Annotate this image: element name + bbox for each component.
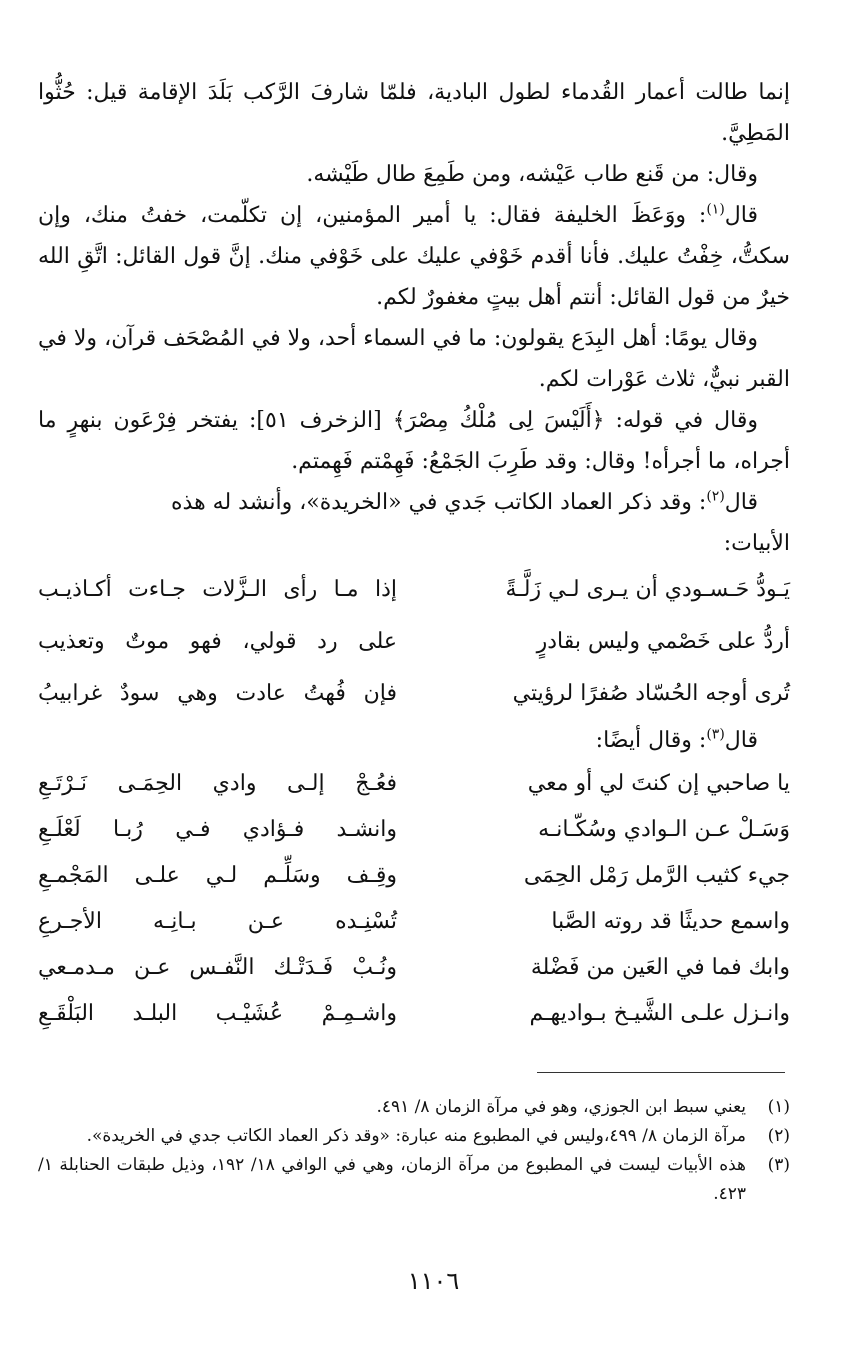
poem-1 xyxy=(38,564,790,720)
verse-first-hemistich: وَسَـلْ عـن الـوادي وسُكّـانـه xyxy=(538,817,790,842)
qala-word: قال xyxy=(724,490,758,515)
verse-first-hemistich: يَـودُّ حَـسـودي أن يـرى لـي زَلَّـةً xyxy=(505,577,790,602)
footnote-text: هذه الأبيات ليست في المطبوع من مرآة الزمان، وهي في الوافي ١٨/ ١٩٢، وذيل طبقات الحنابلة ١/ ٤٢٣. xyxy=(38,1155,746,1204)
main-text xyxy=(38,72,790,1037)
footnote-text: مرآة الزمان ٨/ ٤٩٩،وليس في المطبوع منه عبارة: «وقد ذكر العماد الكاتب جدي في الخريدة». xyxy=(86,1126,746,1146)
page-number: ١١٠٦ xyxy=(407,1267,460,1295)
paragraph-3-text: : ووَعَظَ الخليفة فقال: يا أمير المؤمنين، إن تكلّمت، خفتُ منك، وإن سكتُّ، خِفْتُ عليك. فأنا أقدم خَوْفي عليك على خَوْفي منك. إنَّ قول القائل: اتَّقِ الله خيرٌ من قول القائل: أنتم أهل بيتٍ مغفورٌ لكم. xyxy=(38,203,790,310)
footnote-2 xyxy=(38,1122,790,1151)
footnote-number: (٢) xyxy=(767,1126,790,1146)
verse-second-hemistich: إذا مـا رأى الـزَّلات جـاءت أكـاذيـب xyxy=(38,577,397,602)
paragraph-5: وقال في قوله: ﴿أَلَيْسَ لِى مُلْكُ مِصْرَ﴾ [الزخرف ٥١]: يفتخر فِرْعَون بنهرٍ ما أجراه، ما أجرأه! وقال: وقد طَرِبَ الجَمْعُ: فَهِمْتم فَهِمتم. xyxy=(38,408,790,474)
verse-first-hemistich: وانـزل علـى الشَّيـخ بـواديهـم xyxy=(529,1001,790,1026)
verse-second-hemistich: وانشـد فـؤادي فـي رُبـا لَعْلَـعِ xyxy=(38,817,397,842)
qala-word: قال xyxy=(724,728,758,753)
verse-first-hemistich: يا صاحبي إن كنتَ لي أو معي xyxy=(527,771,790,796)
poem-2 xyxy=(38,761,790,1037)
footnote-ref-2[interactable]: (٢) xyxy=(706,488,725,505)
verse-second-hemistich: على رد قولي، فهو موتٌ وتعذيب xyxy=(38,629,397,654)
paragraph-2: وقال: من قَنع طاب عَيْشه، ومن طَمِعَ طال طَيْشه. xyxy=(306,162,758,187)
paragraph-1: إنما طالت أعمار القُدماء لطول البادية، فلمّا شارفَ الرَّكب بَلَدَ الإقامة قيل: حُثُّوا المَطِيَّ. xyxy=(38,80,790,146)
footnote-ref-1[interactable]: (١) xyxy=(706,201,725,218)
paragraph-8-text: : وقال أيضًا: xyxy=(595,728,707,753)
footnote-1 xyxy=(38,1093,790,1122)
verse-first-hemistich: أردُّ على خَصْمي وليس بقادرٍ xyxy=(536,629,790,654)
verse-first-hemistich: تُرى أوجه الحُسّاد صُفرًا لرؤيتي xyxy=(512,681,790,706)
verse-first-hemistich: وابك فما في العَين من فَضْلة xyxy=(530,955,790,980)
paragraph-6 xyxy=(38,482,790,523)
verse-second-hemistich: ونُـبْ فَـدَتْـك النَّفـس عـن مـدمـعي xyxy=(38,955,397,980)
footnote-text: يعني سبط ابن الجوزي، وهو في مرآة الزمان ٨/ ٤٩١. xyxy=(376,1097,746,1117)
verse-first-hemistich: واسمع حديثًا قد روته الصَّبا xyxy=(551,909,790,934)
paragraph-7: الأبيات: xyxy=(723,531,790,556)
paragraph-3 xyxy=(38,195,790,318)
footnote-ref-3[interactable]: (٣) xyxy=(706,726,725,743)
verse-first-hemistich: جيء كثيب الرَّمل رَمْل الحِمَى xyxy=(523,863,790,888)
paragraph-8 xyxy=(38,720,790,761)
footnote-number: (١) xyxy=(767,1097,790,1117)
footnotes xyxy=(38,1093,790,1209)
footnote-separator xyxy=(537,1072,785,1073)
paragraph-4: وقال يومًا: أهل البِدَع يقولون: ما في السماء أحد، ولا في المُصْحَف قرآن، ولا في القبر نبيٌّ، ثلاث عَوْرات لكم. xyxy=(38,326,790,392)
verse-second-hemistich: فإن فُهتُ عادت وهي سودٌ غرابيبُ xyxy=(38,681,397,706)
verse-second-hemistich: فعُـجْ إلـى وادي الحِمَـى نَـرْتَـعِ xyxy=(38,771,397,796)
verse-second-hemistich: واشـمِـمْ عُشَيْـب البلـد البَلْقَـعِ xyxy=(38,1001,397,1026)
footnote-3 xyxy=(38,1151,790,1209)
qala-word: قال xyxy=(724,203,758,228)
verse-second-hemistich: وقِـف وسَلِّـم لـي علـى المَجْمـعِ xyxy=(38,863,397,888)
footnote-number: (٣) xyxy=(767,1155,790,1175)
paragraph-6-text: : وقد ذكر العماد الكاتب جَدي في «الخريدة»، وأنشد له هذه xyxy=(171,490,707,515)
verse-second-hemistich: تُسْنِـده عـن بـانِـه الأجـرعِ xyxy=(38,909,397,934)
